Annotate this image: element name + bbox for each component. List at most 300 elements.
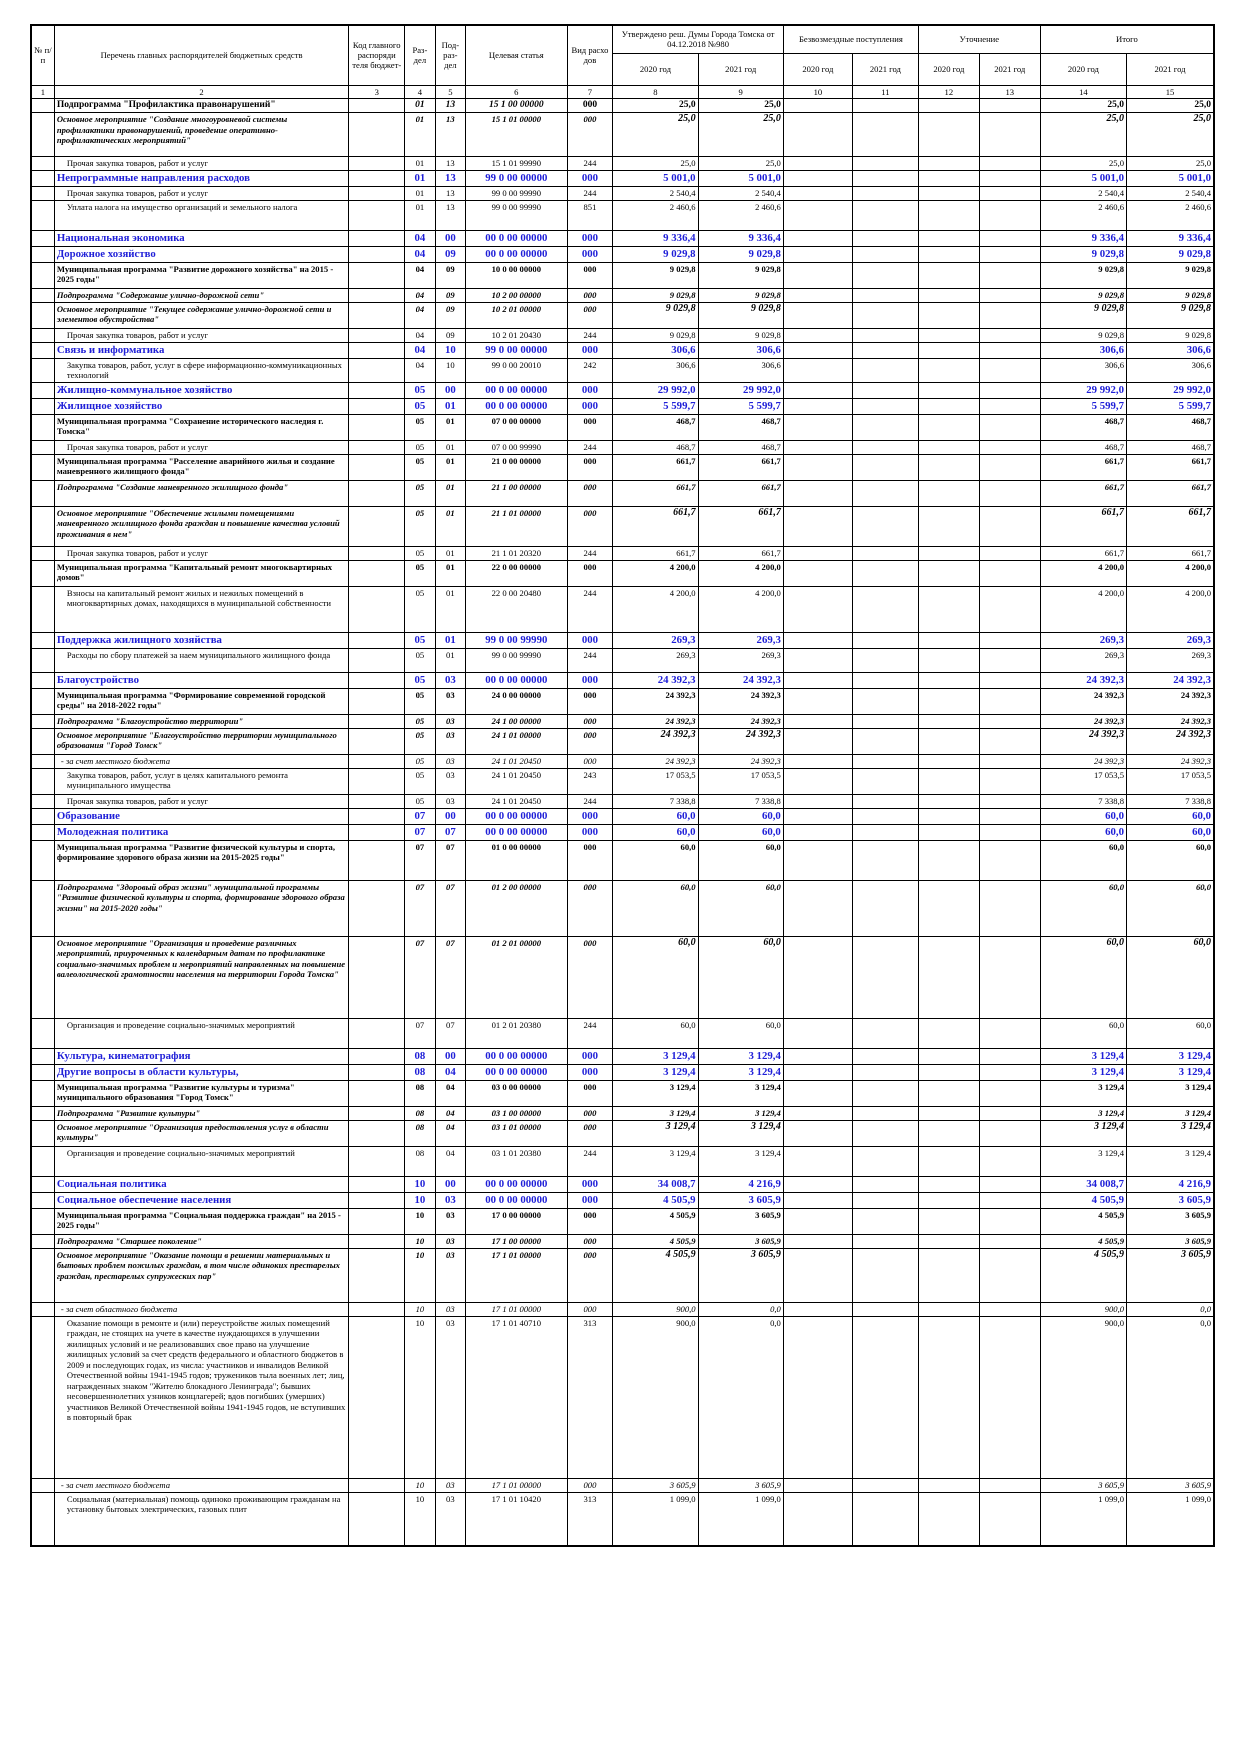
row-num-cell [31, 1302, 54, 1316]
budget-row [31, 480, 1214, 506]
row-approved-2021: 3 605,9 [698, 1248, 783, 1302]
row-section: 10 [405, 1248, 435, 1302]
row-approved-2020: 60,0 [613, 808, 698, 824]
budget-row [31, 288, 1214, 302]
row-total-2020: 9 029,8 [1040, 246, 1126, 262]
row-subsection: 03 [435, 1478, 465, 1492]
row-chief-code [349, 586, 405, 632]
row-approved-2021: 3 605,9 [698, 1234, 783, 1248]
row-clarification-2020 [918, 288, 979, 302]
row-gratuitous-2021 [852, 398, 918, 414]
header-clarification: Уточнение [918, 25, 1040, 53]
budget-row [31, 200, 1214, 230]
row-gratuitous-2020 [783, 480, 852, 506]
header-year-2021: 2021 год [979, 53, 1040, 85]
row-clarification-2020 [918, 1492, 979, 1546]
row-name: - за счет областного бюджета [54, 1302, 348, 1316]
row-approved-2020: 661,7 [613, 546, 698, 560]
row-section: 08 [405, 1146, 435, 1176]
row-total-2021: 3 605,9 [1127, 1248, 1214, 1302]
row-name: Подпрограмма "Содержание улично-дорожной сети" [54, 288, 348, 302]
row-num-cell [31, 728, 54, 754]
row-total-2020: 2 540,4 [1040, 187, 1126, 201]
row-subsection: 13 [435, 200, 465, 230]
row-total-2021: 9 029,8 [1127, 262, 1214, 288]
budget-row [31, 382, 1214, 398]
row-subsection: 07 [435, 840, 465, 880]
row-clarification-2021 [979, 648, 1040, 672]
row-total-2020: 3 605,9 [1040, 1478, 1126, 1492]
row-approved-2021: 3 129,4 [698, 1064, 783, 1080]
row-num-cell [31, 560, 54, 586]
row-subsection: 00 [435, 808, 465, 824]
budget-row [31, 187, 1214, 201]
row-approved-2021: 4 216,9 [698, 1176, 783, 1192]
row-gratuitous-2021 [852, 358, 918, 382]
row-approved-2021: 24 392,3 [698, 672, 783, 688]
row-approved-2021: 9 029,8 [698, 246, 783, 262]
row-subsection: 07 [435, 824, 465, 840]
row-total-2020: 25,0 [1040, 99, 1126, 113]
row-chief-code [349, 200, 405, 230]
row-total-2020: 1 099,0 [1040, 1492, 1126, 1546]
row-approved-2020: 3 129,4 [613, 1080, 698, 1106]
row-total-2021: 306,6 [1127, 358, 1214, 382]
row-gratuitous-2021 [852, 288, 918, 302]
row-total-2021: 17 053,5 [1127, 768, 1214, 794]
row-total-2021: 3 605,9 [1127, 1208, 1214, 1234]
row-target: 24 0 00 00000 [466, 688, 568, 714]
row-approved-2020: 9 029,8 [613, 246, 698, 262]
row-expense-type: 000 [567, 880, 613, 936]
row-expense-type: 000 [567, 840, 613, 880]
row-name: Прочая закупка товаров, работ и услуг [54, 187, 348, 201]
row-subsection: 03 [435, 1302, 465, 1316]
row-total-2021: 24 392,3 [1127, 688, 1214, 714]
row-clarification-2020 [918, 1192, 979, 1208]
row-subsection: 03 [435, 1248, 465, 1302]
row-clarification-2021 [979, 414, 1040, 440]
row-approved-2020: 60,0 [613, 824, 698, 840]
row-subsection: 13 [435, 157, 465, 171]
row-section: 10 [405, 1478, 435, 1492]
row-section: 08 [405, 1048, 435, 1064]
row-subsection: 13 [435, 99, 465, 113]
row-total-2020: 4 505,9 [1040, 1234, 1126, 1248]
budget-row [31, 398, 1214, 414]
row-expense-type: 000 [567, 824, 613, 840]
row-expense-type: 000 [567, 1106, 613, 1120]
row-approved-2020: 4 505,9 [613, 1208, 698, 1234]
row-subsection: 04 [435, 1080, 465, 1106]
column-number: 3 [349, 85, 405, 99]
row-target: 17 1 01 10420 [466, 1492, 568, 1546]
row-approved-2021: 661,7 [698, 454, 783, 480]
row-gratuitous-2020 [783, 358, 852, 382]
row-expense-type: 000 [567, 398, 613, 414]
row-gratuitous-2020 [783, 382, 852, 398]
row-gratuitous-2020 [783, 506, 852, 546]
budget-row [31, 171, 1214, 187]
row-total-2021: 3 605,9 [1127, 1478, 1214, 1492]
row-num-cell [31, 358, 54, 382]
row-section: 04 [405, 328, 435, 342]
header-gratuitous: Безвозмездные поступления [783, 25, 918, 53]
row-num-cell [31, 1064, 54, 1080]
budget-row [31, 586, 1214, 632]
row-clarification-2021 [979, 1106, 1040, 1120]
row-total-2020: 24 392,3 [1040, 672, 1126, 688]
row-section: 01 [405, 99, 435, 113]
row-chief-code [349, 1478, 405, 1492]
row-gratuitous-2021 [852, 560, 918, 586]
row-gratuitous-2021 [852, 454, 918, 480]
row-total-2021: 24 392,3 [1127, 728, 1214, 754]
row-subsection: 01 [435, 440, 465, 454]
row-gratuitous-2021 [852, 880, 918, 936]
row-total-2021: 2 460,6 [1127, 200, 1214, 230]
row-total-2020: 269,3 [1040, 648, 1126, 672]
row-total-2020: 24 392,3 [1040, 728, 1126, 754]
row-total-2020: 5 599,7 [1040, 398, 1126, 414]
row-expense-type: 000 [567, 113, 613, 157]
row-total-2020: 4 505,9 [1040, 1192, 1126, 1208]
row-expense-type: 000 [567, 1248, 613, 1302]
row-name: - за счет местного бюджета [54, 1478, 348, 1492]
row-gratuitous-2021 [852, 546, 918, 560]
row-approved-2021: 9 029,8 [698, 262, 783, 288]
row-expense-type: 000 [567, 171, 613, 187]
budget-row [31, 1080, 1214, 1106]
row-gratuitous-2020 [783, 113, 852, 157]
column-number: 9 [698, 85, 783, 99]
row-clarification-2021 [979, 99, 1040, 113]
row-target: 00 0 00 00000 [466, 1064, 568, 1080]
budget-row [31, 1492, 1214, 1546]
row-target: 01 2 01 00000 [466, 936, 568, 1018]
row-target: 99 0 00 99990 [466, 648, 568, 672]
row-approved-2020: 2 540,4 [613, 187, 698, 201]
row-name: Муниципальная программа "Капитальный ремонт многоквартирных домов" [54, 560, 348, 586]
row-total-2020: 306,6 [1040, 358, 1126, 382]
row-approved-2021: 9 029,8 [698, 328, 783, 342]
row-target: 24 1 01 20450 [466, 754, 568, 768]
row-num-cell [31, 1248, 54, 1302]
header-num: № п/п [31, 25, 54, 85]
row-gratuitous-2020 [783, 632, 852, 648]
row-target: 07 0 00 00000 [466, 414, 568, 440]
row-total-2020: 3 129,4 [1040, 1106, 1126, 1120]
row-chief-code [349, 358, 405, 382]
row-expense-type: 000 [567, 382, 613, 398]
budget-row [31, 113, 1214, 157]
budget-row [31, 1234, 1214, 1248]
row-gratuitous-2020 [783, 187, 852, 201]
row-clarification-2021 [979, 728, 1040, 754]
row-subsection: 03 [435, 1316, 465, 1478]
row-subsection: 03 [435, 728, 465, 754]
column-number: 6 [466, 85, 568, 99]
row-approved-2020: 24 392,3 [613, 688, 698, 714]
row-clarification-2021 [979, 288, 1040, 302]
row-approved-2021: 468,7 [698, 440, 783, 454]
row-gratuitous-2020 [783, 246, 852, 262]
row-total-2021: 9 029,8 [1127, 328, 1214, 342]
row-target: 10 2 01 00000 [466, 302, 568, 328]
row-name: Подпрограмма "Благоустройство территории" [54, 714, 348, 728]
row-clarification-2020 [918, 1120, 979, 1146]
row-total-2021: 3 129,4 [1127, 1120, 1214, 1146]
row-clarification-2021 [979, 342, 1040, 358]
budget-row [31, 302, 1214, 328]
row-expense-type: 242 [567, 358, 613, 382]
row-clarification-2021 [979, 113, 1040, 157]
row-total-2020: 661,7 [1040, 506, 1126, 546]
row-subsection: 04 [435, 1146, 465, 1176]
row-expense-type: 243 [567, 768, 613, 794]
row-chief-code [349, 754, 405, 768]
row-clarification-2021 [979, 382, 1040, 398]
row-expense-type: 000 [567, 936, 613, 1018]
row-gratuitous-2021 [852, 1048, 918, 1064]
budget-row [31, 880, 1214, 936]
row-target: 10 2 00 00000 [466, 288, 568, 302]
row-gratuitous-2020 [783, 672, 852, 688]
row-subsection: 09 [435, 288, 465, 302]
row-gratuitous-2020 [783, 714, 852, 728]
row-subsection: 13 [435, 171, 465, 187]
budget-row [31, 1064, 1214, 1080]
row-target: 99 0 00 99990 [466, 200, 568, 230]
row-expense-type: 000 [567, 1048, 613, 1064]
row-clarification-2020 [918, 440, 979, 454]
row-approved-2021: 25,0 [698, 99, 783, 113]
row-chief-code [349, 246, 405, 262]
row-subsection: 03 [435, 672, 465, 688]
budget-table [30, 24, 1215, 1547]
row-clarification-2020 [918, 171, 979, 187]
row-gratuitous-2020 [783, 302, 852, 328]
row-chief-code [349, 1048, 405, 1064]
row-clarification-2020 [918, 768, 979, 794]
row-clarification-2020 [918, 99, 979, 113]
row-name: Молодежная политика [54, 824, 348, 840]
row-approved-2020: 900,0 [613, 1316, 698, 1478]
row-clarification-2020 [918, 1302, 979, 1316]
header-year-2021: 2021 год [1127, 53, 1214, 85]
row-total-2020: 17 053,5 [1040, 768, 1126, 794]
row-expense-type: 000 [567, 288, 613, 302]
row-section: 04 [405, 342, 435, 358]
row-section: 10 [405, 1316, 435, 1478]
row-approved-2021: 4 200,0 [698, 560, 783, 586]
row-subsection: 04 [435, 1064, 465, 1080]
row-approved-2021: 269,3 [698, 648, 783, 672]
row-approved-2020: 4 505,9 [613, 1192, 698, 1208]
row-gratuitous-2020 [783, 1192, 852, 1208]
row-gratuitous-2021 [852, 1080, 918, 1106]
row-target: 99 0 00 99990 [466, 187, 568, 201]
row-clarification-2021 [979, 1316, 1040, 1478]
row-name: Основное мероприятие "Текущее содержание улично-дорожной сети и элементов обустройства" [54, 302, 348, 328]
row-chief-code [349, 414, 405, 440]
row-subsection: 00 [435, 230, 465, 246]
row-clarification-2021 [979, 1018, 1040, 1048]
row-chief-code [349, 1080, 405, 1106]
row-gratuitous-2020 [783, 754, 852, 768]
row-section: 01 [405, 157, 435, 171]
row-total-2021: 4 216,9 [1127, 1176, 1214, 1192]
row-gratuitous-2021 [852, 1120, 918, 1146]
row-subsection: 07 [435, 936, 465, 1018]
budget-row [31, 840, 1214, 880]
row-total-2020: 4 505,9 [1040, 1248, 1126, 1302]
row-name: Прочая закупка товаров, работ и услуг [54, 157, 348, 171]
row-gratuitous-2021 [852, 302, 918, 328]
row-section: 10 [405, 1208, 435, 1234]
row-clarification-2021 [979, 1478, 1040, 1492]
row-target: 10 0 00 00000 [466, 262, 568, 288]
row-clarification-2021 [979, 398, 1040, 414]
row-total-2020: 60,0 [1040, 1018, 1126, 1048]
row-clarification-2020 [918, 328, 979, 342]
row-num-cell [31, 328, 54, 342]
row-expense-type: 000 [567, 480, 613, 506]
row-section: 07 [405, 840, 435, 880]
row-approved-2020: 25,0 [613, 113, 698, 157]
row-chief-code [349, 632, 405, 648]
row-subsection: 03 [435, 1492, 465, 1546]
row-approved-2021: 3 605,9 [698, 1192, 783, 1208]
row-approved-2020: 9 029,8 [613, 328, 698, 342]
row-clarification-2021 [979, 936, 1040, 1018]
row-approved-2020: 269,3 [613, 648, 698, 672]
row-total-2021: 3 129,4 [1127, 1048, 1214, 1064]
row-expense-type: 000 [567, 1080, 613, 1106]
budget-row [31, 262, 1214, 288]
row-total-2021: 24 392,3 [1127, 754, 1214, 768]
header-subsection: Под- раз- дел [435, 25, 465, 85]
row-num-cell [31, 1120, 54, 1146]
budget-row [31, 768, 1214, 794]
row-total-2021: 25,0 [1127, 113, 1214, 157]
row-expense-type: 000 [567, 1176, 613, 1192]
row-gratuitous-2021 [852, 808, 918, 824]
row-approved-2021: 661,7 [698, 546, 783, 560]
row-clarification-2020 [918, 187, 979, 201]
row-name: Основное мероприятие "Оказание помощи в решении материальных и бытовых проблем пожилых граждан, в том числе одиноких престарелых граждан, престарелых супружеских пар" [54, 1248, 348, 1302]
row-name: Оказание помощи в ремонте и (или) переустройстве жилых помещений граждан, не стоящих на учете в качестве нуждающихся в улучшении жилищных условий и не реализовавших свое право на улучшение жилищных условий за счет средств федерального и областного бюджетов в 2009 и последующих годах, из числа: участников и инвалидов Великой Отечественной войны 1941-1945 годов; тружеников тыла военных лет; лиц, награжденных знаком "Жителю блокадного Ленинграда"; бывших несовершеннолетних узников концлагерей; вдов погибших (умерших) участников Великой Отечественной войны 1941-1945 годов, не вступивших в повторный брак [54, 1316, 348, 1478]
row-num-cell [31, 824, 54, 840]
row-gratuitous-2020 [783, 728, 852, 754]
row-total-2020: 24 392,3 [1040, 754, 1126, 768]
row-subsection: 01 [435, 398, 465, 414]
row-expense-type: 000 [567, 1302, 613, 1316]
row-target: 00 0 00 00000 [466, 672, 568, 688]
row-subsection: 03 [435, 714, 465, 728]
row-subsection: 04 [435, 1106, 465, 1120]
row-num-cell [31, 586, 54, 632]
row-approved-2021: 468,7 [698, 414, 783, 440]
row-section: 01 [405, 200, 435, 230]
row-total-2021: 1 099,0 [1127, 1492, 1214, 1546]
row-total-2021: 7 338,8 [1127, 794, 1214, 808]
row-target: 99 0 00 00000 [466, 342, 568, 358]
row-clarification-2020 [918, 1080, 979, 1106]
row-subsection: 09 [435, 302, 465, 328]
row-approved-2020: 5 001,0 [613, 171, 698, 187]
row-clarification-2021 [979, 672, 1040, 688]
row-expense-type: 000 [567, 302, 613, 328]
row-subsection: 01 [435, 506, 465, 546]
row-num-cell [31, 1316, 54, 1478]
row-chief-code [349, 1018, 405, 1048]
row-chief-code [349, 880, 405, 936]
row-approved-2021: 306,6 [698, 342, 783, 358]
budget-row [31, 1106, 1214, 1120]
row-num-cell [31, 648, 54, 672]
row-target: 17 1 01 00000 [466, 1248, 568, 1302]
row-gratuitous-2021 [852, 1064, 918, 1080]
row-gratuitous-2020 [783, 1048, 852, 1064]
row-expense-type: 000 [567, 262, 613, 288]
row-approved-2020: 34 008,7 [613, 1176, 698, 1192]
row-chief-code [349, 714, 405, 728]
row-num-cell [31, 714, 54, 728]
row-section: 08 [405, 1080, 435, 1106]
row-name: Закупка товаров, работ, услуг в сфере информационно-коммуникационных технологий [54, 358, 348, 382]
header-year-2020: 2020 год [783, 53, 852, 85]
row-approved-2020: 3 129,4 [613, 1064, 698, 1080]
row-expense-type: 244 [567, 328, 613, 342]
row-total-2021: 661,7 [1127, 506, 1214, 546]
row-approved-2020: 2 460,6 [613, 200, 698, 230]
row-gratuitous-2021 [852, 768, 918, 794]
budget-row [31, 1208, 1214, 1234]
row-name: Подпрограмма "Старшее поколение" [54, 1234, 348, 1248]
row-clarification-2020 [918, 414, 979, 440]
row-approved-2021: 5 001,0 [698, 171, 783, 187]
budget-row [31, 1120, 1214, 1146]
row-approved-2020: 661,7 [613, 480, 698, 506]
column-number: 2 [54, 85, 348, 99]
row-gratuitous-2021 [852, 171, 918, 187]
row-clarification-2021 [979, 754, 1040, 768]
row-approved-2021: 0,0 [698, 1302, 783, 1316]
row-section: 07 [405, 936, 435, 1018]
row-clarification-2020 [918, 808, 979, 824]
row-total-2021: 4 200,0 [1127, 560, 1214, 586]
row-clarification-2020 [918, 230, 979, 246]
row-expense-type: 000 [567, 672, 613, 688]
row-gratuitous-2021 [852, 1316, 918, 1478]
row-target: 24 1 01 20450 [466, 768, 568, 794]
header-name: Перечень главных распорядителей бюджетных средств [54, 25, 348, 85]
column-number: 10 [783, 85, 852, 99]
row-target: 00 0 00 00000 [466, 246, 568, 262]
row-chief-code [349, 794, 405, 808]
row-approved-2020: 5 599,7 [613, 398, 698, 414]
budget-row [31, 1478, 1214, 1492]
row-target: 24 1 01 00000 [466, 728, 568, 754]
row-name: Расходы по сбору платежей за наем муниципального жилищного фонда [54, 648, 348, 672]
row-num-cell [31, 262, 54, 288]
row-approved-2020: 4 505,9 [613, 1234, 698, 1248]
row-target: 17 1 01 00000 [466, 1302, 568, 1316]
row-approved-2020: 9 029,8 [613, 288, 698, 302]
row-gratuitous-2021 [852, 1106, 918, 1120]
row-total-2020: 7 338,8 [1040, 794, 1126, 808]
